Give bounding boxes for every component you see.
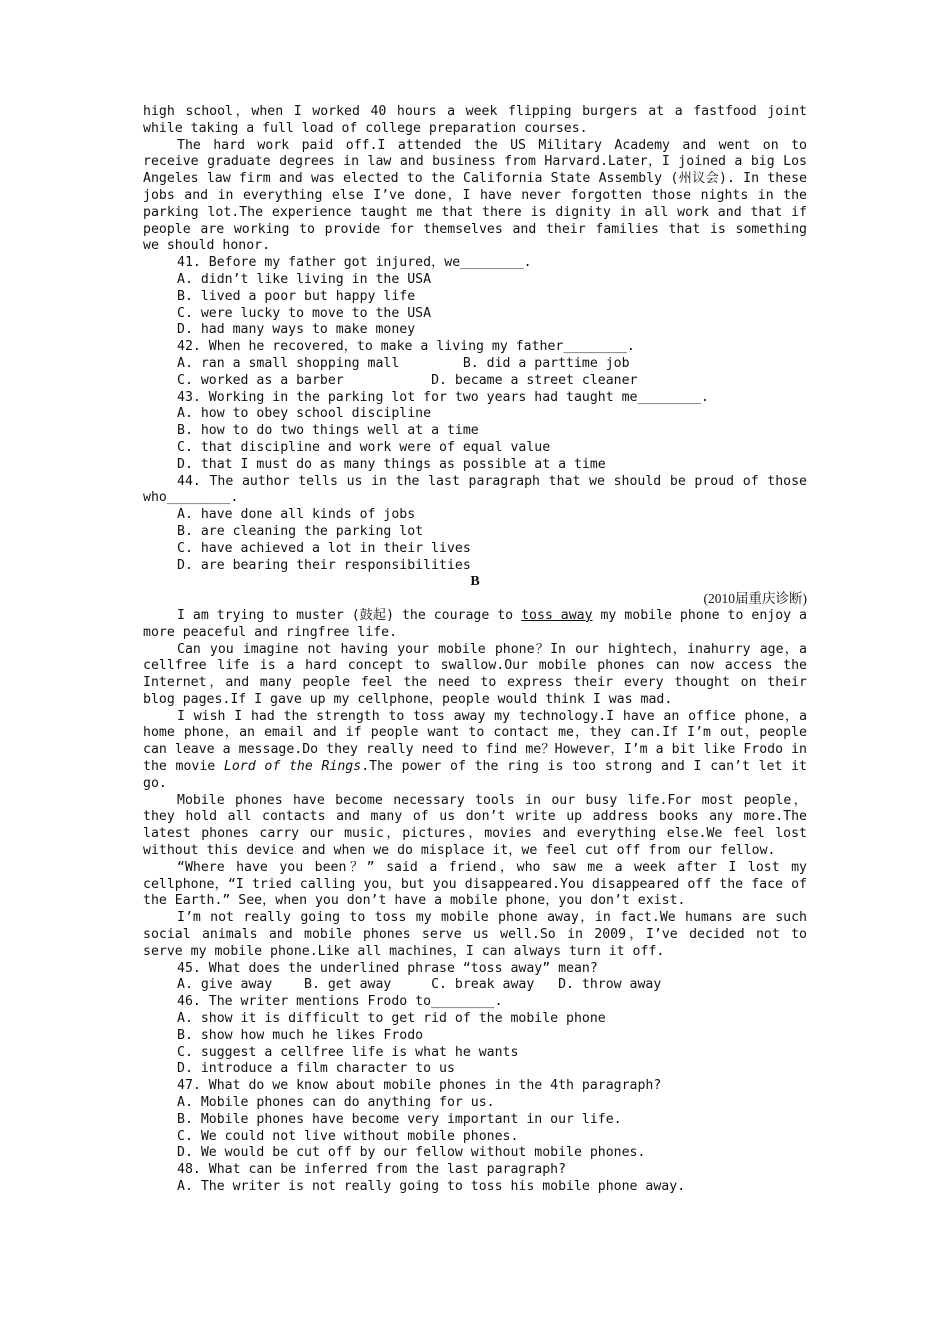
passage-b-paragraph: I’m not really going to toss my mobile phone away，in fact.We humans are such social animals and mobile phones serve us well.So in 2009，I’ve decided not to serve my mobile phone.Like all machines，I can always turn it off. xyxy=(143,910,807,959)
question-option: C. that discipline and work were of equal value xyxy=(177,439,551,455)
question-option: A. give away B. get away C. break away D. throw away xyxy=(177,977,662,993)
question-option: B. are cleaning the parking lot xyxy=(177,523,424,539)
question-option: C. were lucky to move to the USA xyxy=(177,305,432,321)
movie-title: Lord of the Rings xyxy=(223,759,362,775)
question-option: A. The writer is not really going to toss his mobile phone away. xyxy=(177,1179,686,1194)
question-stem: 46. The writer mentions Frodo to________. xyxy=(177,994,503,1010)
passage-a-paragraph: The hard work paid off.I attended the US Military Academy and went on to receive graduate degrees in law and business from Harvard.Later，I joined a big Los Angeles law firm and was elected to the California State Assembly (州议会). In these jobs and in everything else I’ve done，I have never forgotten those nights in the parking lot.The experience taught me that there is dignity in all work and that if people are working to provide for themselves and their families that is something we should honor. xyxy=(143,137,807,254)
question-option: B. show how much he likes Frodo xyxy=(177,1027,424,1043)
passage-b-paragraph: “Where have you been？” said a friend，who saw me a week after I lost my cellphone，“I tried calling you，but you disappeared.You disappeared off the face of the Earth.” See，when you don’t have a mobile phone，you don’t exist. xyxy=(143,859,807,909)
question-option: A. have done all kinds of jobs xyxy=(177,507,416,523)
question-option: D. We would be cut off by our fellow without mobile phones. xyxy=(177,1145,646,1161)
passage-b-paragraph xyxy=(143,709,807,793)
question-stem: 44. The author tells us in the last paragraph that we should be proud of those who________. xyxy=(143,473,807,506)
question-stem: 47. What do we know about mobile phones in the 4th paragraph? xyxy=(177,1078,662,1094)
passage-b-paragraph: Can you imagine not having your mobile phone？In our hightech，inahurry age，a cellfree life is a hard concept to swallow.Our mobile phones can now access the Internet，and many people feel the need to express their every thought on their blog pages.If I gave up my cellphone，people would think I was mad. xyxy=(143,641,807,707)
question-option: A. didn’t like living in the USA xyxy=(177,271,432,287)
question-option: D. that I must do as many things as possible at a time xyxy=(177,456,606,472)
source-note: (2010届重庆诊断) xyxy=(703,591,807,607)
passage-b-paragraph: Mobile phones have become necessary tools in our busy life.For most people，they hold all contacts and many of us don’t write up address books any more.The latest phones carry our music，pictures，movies and everything else.We feel lost without this device and when we do misplace it，we feel cut off from our fellow. xyxy=(143,792,807,859)
question-option: B. lived a poor but happy life xyxy=(177,288,416,304)
question-option: C. We could not live without mobile phones. xyxy=(177,1128,519,1144)
question-stem: 43. Working in the parking lot for two years had taught me________. xyxy=(177,389,709,405)
question-option: C. have achieved a lot in their lives xyxy=(177,540,471,556)
question-stem: 42. When he recovered，to make a living my father________. xyxy=(177,339,635,355)
question-option: A. Mobile phones can do anything for us. xyxy=(177,1095,495,1111)
passage-a-paragraph: high school，when I worked 40 hours a week flipping burgers at a fastfood joint while taking a full load of college preparation courses. xyxy=(143,104,807,136)
question-stem: 48. What can be inferred from the last paragraph? xyxy=(177,1162,567,1178)
question-option: D. introduce a film character to us xyxy=(177,1061,455,1077)
question-option: C. suggest a cellfree life is what he wants xyxy=(177,1044,519,1060)
question-option: A. ran a small shopping mall B. did a parttime job xyxy=(177,355,630,371)
underlined-phrase: toss away xyxy=(521,607,593,623)
section-heading: B xyxy=(470,574,480,590)
question-option: D. are bearing their responsibilities xyxy=(177,557,471,573)
document-page xyxy=(143,104,807,1196)
paragraph-text: I wish I had the strength to toss away my technology.I have an office phone，a home phone，an email and if people want to contact me，they can.If I’m out，people can leave a message.Do they really need to find me？However，I’m a bit like Frodo in the movie xyxy=(143,708,807,775)
question-stem: 41. Before my father got injured，we________. xyxy=(177,255,532,271)
question-option: B. Mobile phones have become very important in our life. xyxy=(177,1111,622,1127)
paragraph-text: .The power of the ring is too strong and I can’t let it go. xyxy=(143,759,807,791)
question-option: B. how to do two things well at a time xyxy=(177,423,479,439)
question-option: C. worked as a barber D. became a street cleaner xyxy=(177,372,638,388)
passage-b-paragraph xyxy=(143,608,807,642)
question-stem: 45. What does the underlined phrase “toss away” mean? xyxy=(177,960,598,976)
paragraph-text: my mobile phone to enjoy a more peaceful and ringfree life. xyxy=(143,607,807,640)
question-option: A. show it is difficult to get rid of the mobile phone xyxy=(177,1011,606,1027)
question-option: A. how to obey school discipline xyxy=(177,406,432,422)
question-option: D. had many ways to make money xyxy=(177,322,416,338)
paragraph-text: I am trying to muster (鼓起) the courage to xyxy=(177,607,522,623)
